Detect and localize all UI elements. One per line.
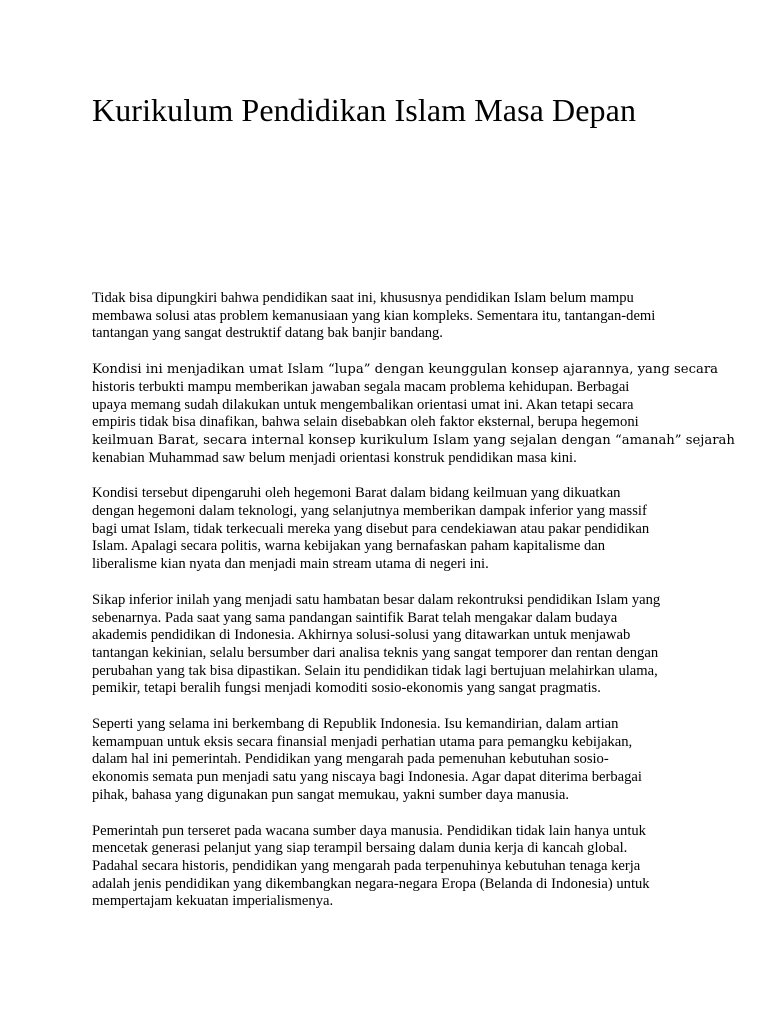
paragraph-line: kenabian Muhammad saw belum menjadi orientasi konstruk pendidikan masa kini. <box>92 449 577 466</box>
paragraph-3 <box>92 485 692 574</box>
paragraph-line: keilmuan Barat, secara internal konsep kurikulum Islam yang sejalan dengan “amanah” sejarah <box>92 432 735 448</box>
paragraph-line: upaya memang sudah dilakukan untuk mengembalikan orientasi umat ini. Akan tetapi secara <box>92 396 634 413</box>
paragraph-line: Padahal secara historis, pendidikan yang mengarah pada terpenuhinya kebutuhan tenaga kerja <box>92 857 641 874</box>
paragraph-line: adalah jenis pendidikan yang dikembangkan negara-negara Eropa (Belanda di Indonesia) untuk <box>92 875 650 892</box>
paragraph-line: kemampuan untuk eksis secara finansial menjadi perhatian utama para pemangku kebijakan, <box>92 733 633 750</box>
paragraph-line: Tidak bisa dipungkiri bahwa pendidikan saat ini, khususnya pendidikan Islam belum mampu <box>92 290 634 306</box>
paragraph-line: historis terbukti mampu memberikan jawaban segala macam problema kehidupan. Berbagai <box>92 378 630 395</box>
paragraph-line: Sikap inferior inilah yang menjadi satu hambatan besar dalam rekontruksi pendidikan Islam yang <box>92 591 661 608</box>
document-title: Kurikulum Pendidikan Islam Masa Depan <box>92 92 637 128</box>
paragraph-line: Islam. Apalagi secara politis, warna kebijakan yang bernafaskan paham kapitalisme dan <box>92 538 606 555</box>
paragraph-line: sebenarnya. Pada saat yang sama pandangan saintifik Barat telah mengakar dalam budaya <box>92 609 618 626</box>
paragraph-line: pihak, bahasa yang digunakan pun sangat memukau, yakni sumber daya manusia. <box>92 786 570 803</box>
paragraph-line: dengan hegemoni dalam teknologi, yang selanjutnya memberikan dampak inferior yang massif <box>92 503 647 520</box>
paragraph-line: Pemerintah pun terseret pada wacana sumber daya manusia. Pendidikan tidak lain hanya untuk <box>92 822 646 839</box>
paragraph-2 <box>92 361 735 467</box>
paragraph-line: pemikir, tetapi beralih fungsi menjadi komoditi sosio-ekonomis yang sangat pragmatis. <box>92 680 601 697</box>
paragraph-line: dalam hal ini pemerintah. Pendidikan yang mengarah pada pemenuhan kebutuhan sosio- <box>92 751 609 768</box>
paragraph-line: Seperti yang selama ini berkembang di Republik Indonesia. Isu kemandirian, dalam artian <box>92 716 619 733</box>
paragraph-line: mempertajam kekuatan imperialismenya. <box>92 893 334 910</box>
paragraph-4 <box>92 592 692 698</box>
paragraph-6 <box>92 823 692 912</box>
paragraph-line: liberalisme kian nyata dan menjadi main stream utama di negeri ini. <box>92 556 489 573</box>
paragraph-line: tantangan kekinian, selalu bersumber dari analisa teknis yang sangat temporer dan rentan dengan <box>92 644 659 661</box>
paragraph-line: empiris tidak bisa dinafikan, bahwa selain disebabkan oleh faktor eksternal, berupa hegemoni <box>92 414 639 431</box>
paragraph-line: akademis pendidikan di Indonesia. Akhirnya solusi-solusi yang ditawarkan untuk menjawab <box>92 627 631 644</box>
paragraph-5 <box>92 716 692 805</box>
paragraph-line: ekonomis semata pun menjadi satu yang niscaya bagi Indonesia. Agar dapat diterima berbagai <box>92 769 642 786</box>
paragraph-line: Kondisi ini menjadikan umat Islam “lupa” dengan keunggulan konsep ajarannya, yang secara <box>92 362 719 378</box>
paragraph-1 <box>92 290 692 343</box>
paragraph-line: Kondisi tersebut dipengaruhi oleh hegemoni Barat dalam bidang keilmuan yang dikuatkan <box>92 485 621 502</box>
paragraph-line: tantangan yang sangat destruktif datang bak banjir bandang. <box>92 325 443 342</box>
paragraph-line: mencetak generasi pelanjut yang siap terampil bersaing dalam dunia kerja di kancah global. <box>92 840 628 857</box>
paragraph-line: membawa solusi atas problem kemanusiaan yang kian kompleks. Sementara itu, tantangan-demi <box>92 307 656 324</box>
paragraph-line: bagi umat Islam, tidak terkecuali mereka yang disebut para cendekiawan atau pakar pendidikan <box>92 520 650 537</box>
document-body <box>92 290 735 929</box>
paragraph-line: perubahan yang tak bisa dipastikan. Selain itu pendidikan tidak lagi bertujuan melahirkan ulama, <box>92 662 658 679</box>
